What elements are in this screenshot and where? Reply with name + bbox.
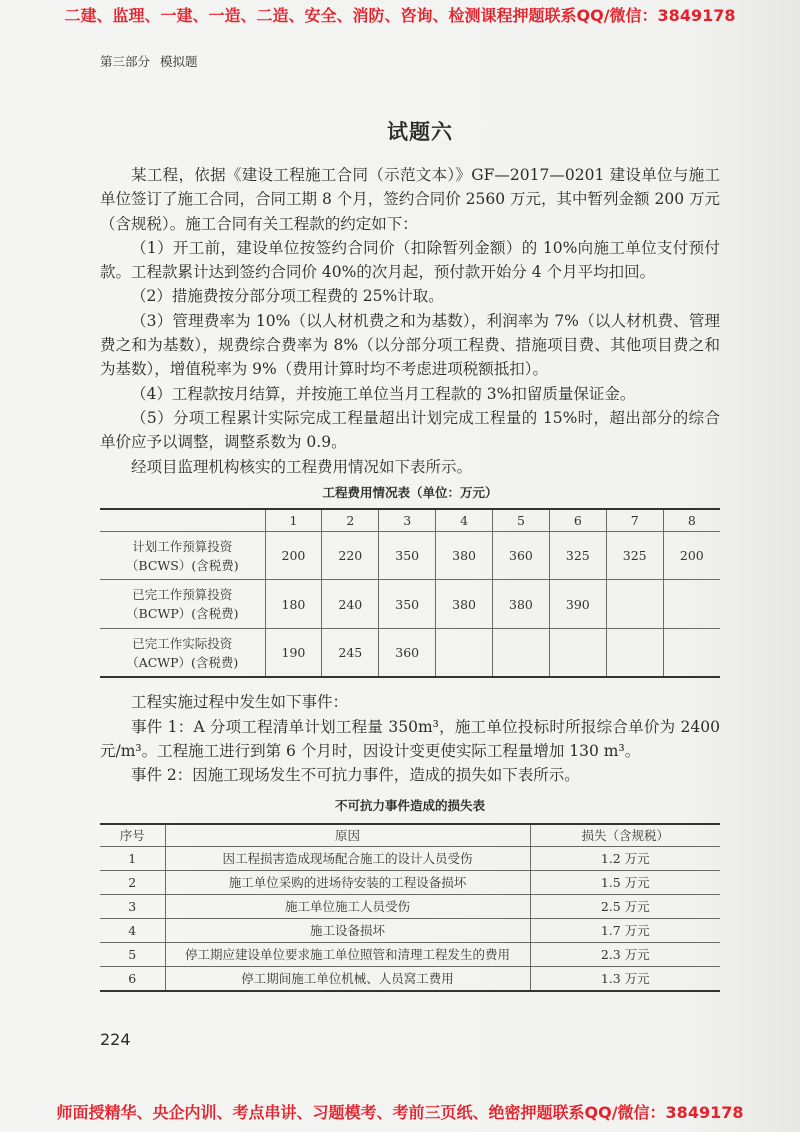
running-header-name: 模拟题 [160, 54, 198, 69]
top-promo-banner: 二建、监理、一建、一造、二造、安全、消防、咨询、检测课程押题联系QQ/微信：3849178 [64, 6, 736, 25]
table-row [100, 918, 720, 942]
cost-table-row-acwp [100, 628, 720, 677]
month-header: 8 [663, 509, 720, 532]
index-cell: 1 [100, 846, 165, 870]
intro-paragraph: 某工程，依据《建设工程施工合同（示范文本）》GF—2017—0201 建设单位与施工单位签订了施工合同，合同工期 8 个月，签约合同价 2560 万元，其中暂列金额 200 万元（含规税）。施工合同有关工程款的约定如下： [100, 166, 720, 233]
row-label [100, 531, 265, 580]
value-cell: 350 [379, 580, 436, 629]
value-cell: 200 [663, 531, 720, 580]
cost-table-row-bcws [100, 531, 720, 580]
value-cell: 220 [322, 531, 379, 580]
cost-table-header-row [100, 509, 720, 532]
table-row [100, 870, 720, 894]
row-label-main: 计划工作预算投资 [132, 538, 233, 554]
month-header: 6 [549, 509, 606, 532]
main-content [100, 163, 720, 992]
empty-cell [606, 628, 663, 677]
value-cell: 240 [322, 580, 379, 629]
index-cell: 3 [100, 894, 165, 918]
month-header: 3 [379, 509, 436, 532]
cause-cell: 停工期应建设单位要求施工单位照管和清理工程发生的费用 [165, 942, 530, 966]
running-header-part: 第三部分 [100, 54, 151, 69]
empty-cell [436, 628, 493, 677]
row-label-main: 已完工作预算投资 [132, 587, 233, 603]
cause-cell: 施工单位施工人员受伤 [165, 894, 530, 918]
empty-cell [606, 580, 663, 629]
table-intro-sentence: 经项目监理机构核实的工程费用情况如下表所示。 [131, 457, 473, 476]
row-label-main: 已完工作实际投资 [132, 635, 233, 651]
header-index: 序号 [100, 824, 165, 847]
month-header: 4 [436, 509, 493, 532]
cause-cell: 施工设备损坏 [165, 918, 530, 942]
table-row [100, 846, 720, 870]
running-header [100, 54, 198, 70]
index-cell: 2 [100, 870, 165, 894]
cause-cell: 施工单位采购的进场待安装的工程设备损坏 [165, 870, 530, 894]
month-header: 2 [322, 509, 379, 532]
value-cell: 380 [493, 580, 550, 629]
row-label-sub: （BCWP）(含税费) [126, 606, 239, 622]
loss-table [100, 823, 720, 992]
table-row [100, 966, 720, 991]
table-row [100, 942, 720, 966]
value-cell: 325 [549, 531, 606, 580]
empty-cell [493, 628, 550, 677]
cost-table-corner-cell [100, 509, 265, 532]
bottom-promo-banner: 师面授精华、央企内训、考点串讲、习题模考、考前三页纸、绝密押题联系QQ/微信：3849178 [56, 1103, 744, 1122]
loss-cell: 2.5 万元 [530, 894, 720, 918]
cause-cell: 停工期间施工单位机械、人员窝工费用 [165, 966, 530, 991]
row-label-sub: （ACWP）(含税费) [126, 654, 239, 670]
event-2: 事件 2：因施工现场发生不可抗力事件，造成的损失如下表所示。 [131, 766, 580, 785]
loss-cell: 1.7 万元 [530, 918, 720, 942]
event-1: 事件 1：A 分项工程清单计划工程量 350m³，施工单位投标时所报综合单价为 2400 元/m³。工程施工进行到第 6 个月时，因设计变更使实际工程量增加 130 m³。 [100, 717, 720, 760]
index-cell: 6 [100, 966, 165, 991]
value-cell: 200 [265, 531, 322, 580]
month-header: 1 [265, 509, 322, 532]
index-cell: 5 [100, 942, 165, 966]
clause-2: （2）措施费按分部分项工程费的 25%计取。 [131, 287, 444, 306]
month-header: 5 [493, 509, 550, 532]
loss-cell: 1.2 万元 [530, 846, 720, 870]
loss-cell: 1.3 万元 [530, 966, 720, 991]
row-label-sub: （BCWS）(含税费) [125, 557, 239, 573]
index-cell: 4 [100, 918, 165, 942]
value-cell: 360 [379, 628, 436, 677]
clause-5: （5）分项工程累计实际完成工程量超出计划完成工程量的 15%时，超出部分的综合单价应予以调整，调整系数为 0.9。 [100, 408, 720, 452]
empty-cell [663, 580, 720, 629]
value-cell: 390 [549, 580, 606, 629]
loss-cell: 1.5 万元 [530, 870, 720, 894]
page-title: 试题六 [387, 119, 453, 144]
events-intro: 工程实施过程中发生如下事件： [131, 693, 349, 712]
header-loss: 损失（含规税） [530, 824, 720, 847]
header-cause: 原因 [165, 824, 530, 847]
cost-table [100, 508, 720, 679]
value-cell: 245 [322, 628, 379, 677]
table-row [100, 894, 720, 918]
cost-table-caption: 工程费用情况表（单位：万元） [322, 484, 498, 500]
row-label [100, 580, 265, 629]
value-cell: 380 [436, 580, 493, 629]
empty-cell [663, 628, 720, 677]
value-cell: 380 [436, 531, 493, 580]
cost-table-row-bcwp [100, 580, 720, 629]
loss-table-caption: 不可抗力事件造成的损失表 [334, 797, 485, 813]
clause-4: （4）工程款按月结算，并按施工单位当月工程款的 3%扣留质量保证金。 [131, 384, 636, 403]
value-cell: 190 [265, 628, 322, 677]
clause-1: （1）开工前，建设单位按签约合同价（扣除暂列金额）的 10%向施工单位支付预付款。工程款累计达到签约合同价 40%的次月起，预付款开始分 4 个月平均扣回。 [100, 238, 720, 282]
value-cell: 350 [379, 531, 436, 580]
month-header: 7 [606, 509, 663, 532]
events-section [100, 690, 720, 787]
value-cell: 180 [265, 580, 322, 629]
row-label [100, 628, 265, 677]
value-cell: 360 [493, 531, 550, 580]
value-cell: 325 [606, 531, 663, 580]
loss-cell: 2.3 万元 [530, 942, 720, 966]
page-number: 224 [100, 1030, 131, 1049]
loss-table-header-row [100, 824, 720, 847]
empty-cell [549, 628, 606, 677]
cause-cell: 因工程损害造成现场配合施工的设计人员受伤 [165, 846, 530, 870]
clause-3: （3）管理费率为 10%（以人材机费之和为基数），利润率为 7%（以人材机费、管理费之和为基数），规费综合费率为 8%（以分部分项工程费、措施项目费、其他项目费之和为基数），增值税率为 9%（费用计算时均不考虑进项税额抵扣）。 [100, 311, 720, 379]
